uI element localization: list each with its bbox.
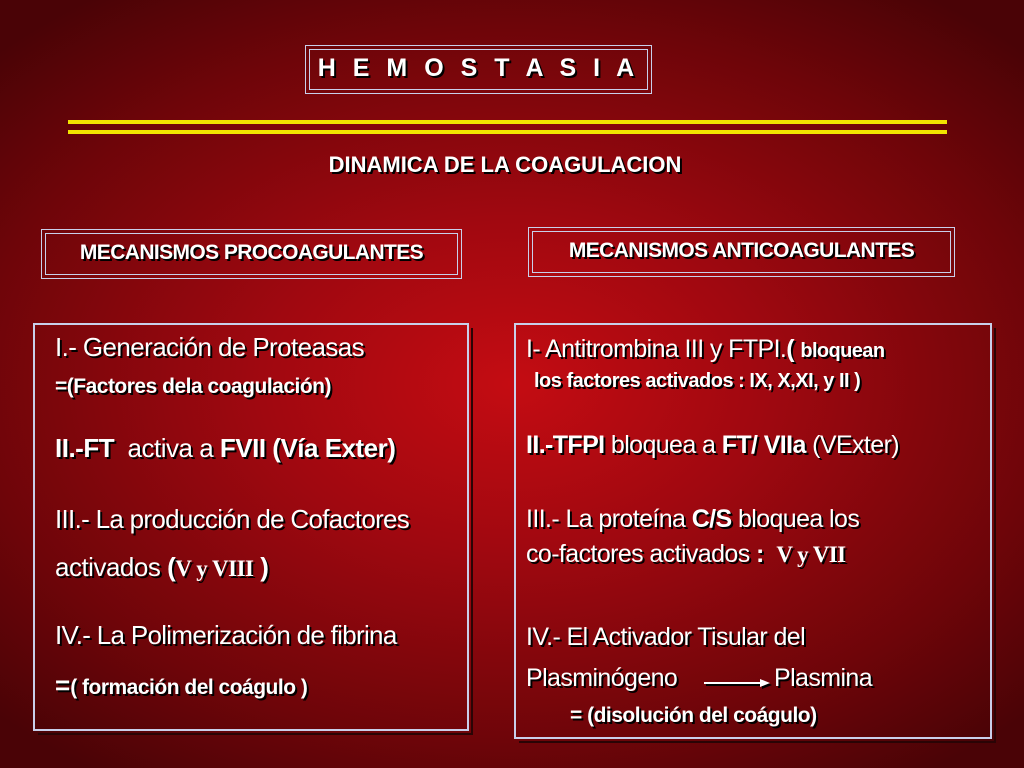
procoag-item-3-line1: III.- La producción de Cofactores xyxy=(55,504,410,534)
procoag-item-4-line2 xyxy=(55,670,307,701)
procoag-item-3-line2-text: activados xyxy=(55,552,161,582)
anticoag-item-4-line1: IV.- El Activador Tisular del xyxy=(526,623,806,651)
anticoag-item-1-bold: bloquean xyxy=(800,340,885,362)
procoag-header: MECANISMOS PROCOAGULANTES xyxy=(79,241,424,264)
procoag-item-3-paren-close: ) xyxy=(260,552,269,582)
procoag-item-2-mid: activa a xyxy=(127,433,214,463)
anticoag-item-4-line2-a: Plasminógeno xyxy=(526,664,678,692)
anticoag-item-3-text-c: bloquea los xyxy=(737,505,860,533)
procoag-item-3-factors: V y VIII xyxy=(175,556,254,581)
anticoag-item-3-line2-text: co-factores activados xyxy=(526,540,750,568)
section-subtitle: DINAMICA DE LA COAGULACION xyxy=(328,152,682,177)
anticoag-item-2-mid: bloquea a xyxy=(610,431,716,459)
page-title: H E M O S T A S I A xyxy=(317,54,640,82)
procoag-item-2-prefix: II.-FT xyxy=(55,433,115,463)
anticoag-item-3-colon: : xyxy=(755,540,764,568)
anticoag-item-4-line2-b: Plasmina xyxy=(774,664,873,692)
procoag-item-2-bold: FVII (Vía Exter) xyxy=(219,433,396,463)
anticoag-item-2-bold: FT/ VIIa xyxy=(721,431,806,459)
anticoag-item-3-factors: V y VII xyxy=(776,542,846,567)
procoag-item-1-line2: =(Factores dela coagulación) xyxy=(55,375,332,398)
anticoag-item-3-line1 xyxy=(526,505,859,534)
procoag-item-4-line2-text: ( formación del coágulo ) xyxy=(70,676,308,699)
procoag-item-3-paren-open: ( xyxy=(167,552,176,582)
divider-rule-top xyxy=(68,120,947,124)
anticoag-header: MECANISMOS ANTICOAGULANTES xyxy=(568,239,915,262)
anticoag-item-2 xyxy=(526,431,899,460)
procoag-item-2 xyxy=(55,433,395,464)
anticoag-item-2-end: (VExter) xyxy=(812,431,900,459)
anticoag-item-3-text-a: III.- La proteína xyxy=(526,505,686,533)
procoag-item-1-line1: I.- Generación de Proteasas xyxy=(55,332,364,362)
anticoag-item-1-line1 xyxy=(526,335,884,364)
procoag-item-4-line1: IV.- La Polimerización de fibrina xyxy=(55,620,397,650)
anticoag-item-1-text: I- Antitrombina III y FTPI. xyxy=(526,335,787,363)
anticoag-item-2-prefix: II.-TFPI xyxy=(526,431,605,459)
anticoag-item-1-line2: los factores activados : IX, X,XI, y II ) xyxy=(534,370,861,392)
anticoag-item-3-line2 xyxy=(526,540,846,569)
procoag-item-3-line2 xyxy=(55,552,268,583)
divider-rule-bottom xyxy=(68,130,947,134)
anticoag-item-1-paren: ( xyxy=(786,335,794,363)
arrow-right-icon xyxy=(704,678,772,688)
anticoag-item-3-bold: C/S xyxy=(691,505,732,533)
procoag-item-4-eq: = xyxy=(55,670,71,700)
anticoag-item-4-line3: = (disolución del coágulo) xyxy=(570,704,817,727)
